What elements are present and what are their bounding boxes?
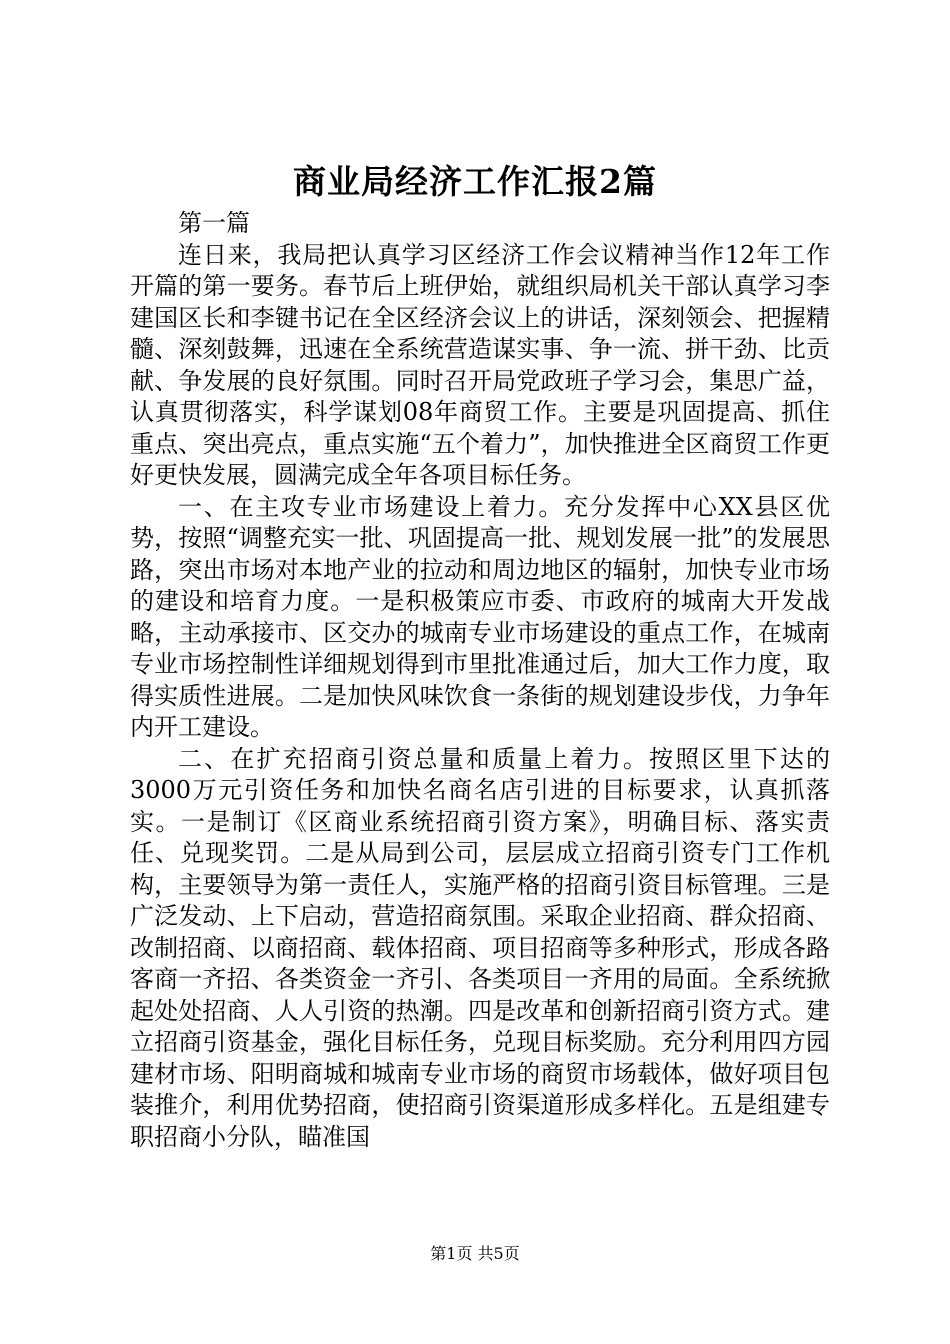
page-footer: 第1页 共5页 <box>430 1244 520 1263</box>
document-body <box>130 208 830 1153</box>
section-heading: 第一篇 <box>178 209 250 237</box>
paragraph-intro: 连日来，我局把认真学习区经济工作会议精神当作12年工作开篇的第一要务。春节后上班伊始，就组织局机关干部认真学习李建国区长和李键书记在全区经济会议上的讲话，深刻领会、把握精髓、深刻鼓舞，迅速在全系统营造谋实事、争一流、拼干劲、比贡献、争发展的良好氛围。同时召开局党政班子学习会，集思广益，认真贯彻落实，科学谋划08年商贸工作。主要是巩固提高、抓住重点、突出亮点，重点实施“五个着力”，加快推进全区商贸工作更好更快发展，圆满完成全年各项目标任务。 <box>130 240 830 489</box>
paragraph-market-construction: 一、在主攻专业市场建设上着力。充分发挥中心XX县区优势，按照“调整充实一批、巩固提高一批、规划发展一批”的发展思路，突出市场对本地产业的拉动和周边地区的辐射，加快专业市场的建设和培育力度。一是积极策应市委、市政府的城南大开发战略，主动承接市、区交办的城南专业市场建设的重点工作，在城南专业市场控制性详细规划得到市里批准通过后，加大工作力度，取得实质性进展。二是加快风味饮食一条街的规划建设步伐，力争年内开工建设。 <box>130 492 830 741</box>
paragraph-investment-attraction: 二、在扩充招商引资总量和质量上着力。按照区里下达的3000万元引资任务和加快名商名店引进的目标要求，认真抓落实。一是制订《区商业系统招商引资方案》，明确目标、落实责任、兑现奖罚。二是从局到公司，层层成立招商引资专门工作机构，主要领导为第一责任人，实施严格的招商引资目标管理。三是广泛发动、上下启动，营造招商氛围。采取企业招商、群众招商、改制招商、以商招商、载体招商、项目招商等多种形式，形成各路客商一齐招、各类资金一齐引、各类项目一齐用的局面。全系统掀起处处招商、人人引资的热潮。四是改革和创新招商引资方式。建立招商引资基金，强化目标任务，兑现目标奖励。充分利用四方园建材市场、阳明商城和城南专业市场的商贸市场载体，做好项目包装推介，利用优势招商，使招商引资渠道形成多样化。五是组建专职招商小分队，瞄准国 <box>130 744 830 1151</box>
document-title: 商业局经济工作汇报2篇 <box>293 162 657 201</box>
